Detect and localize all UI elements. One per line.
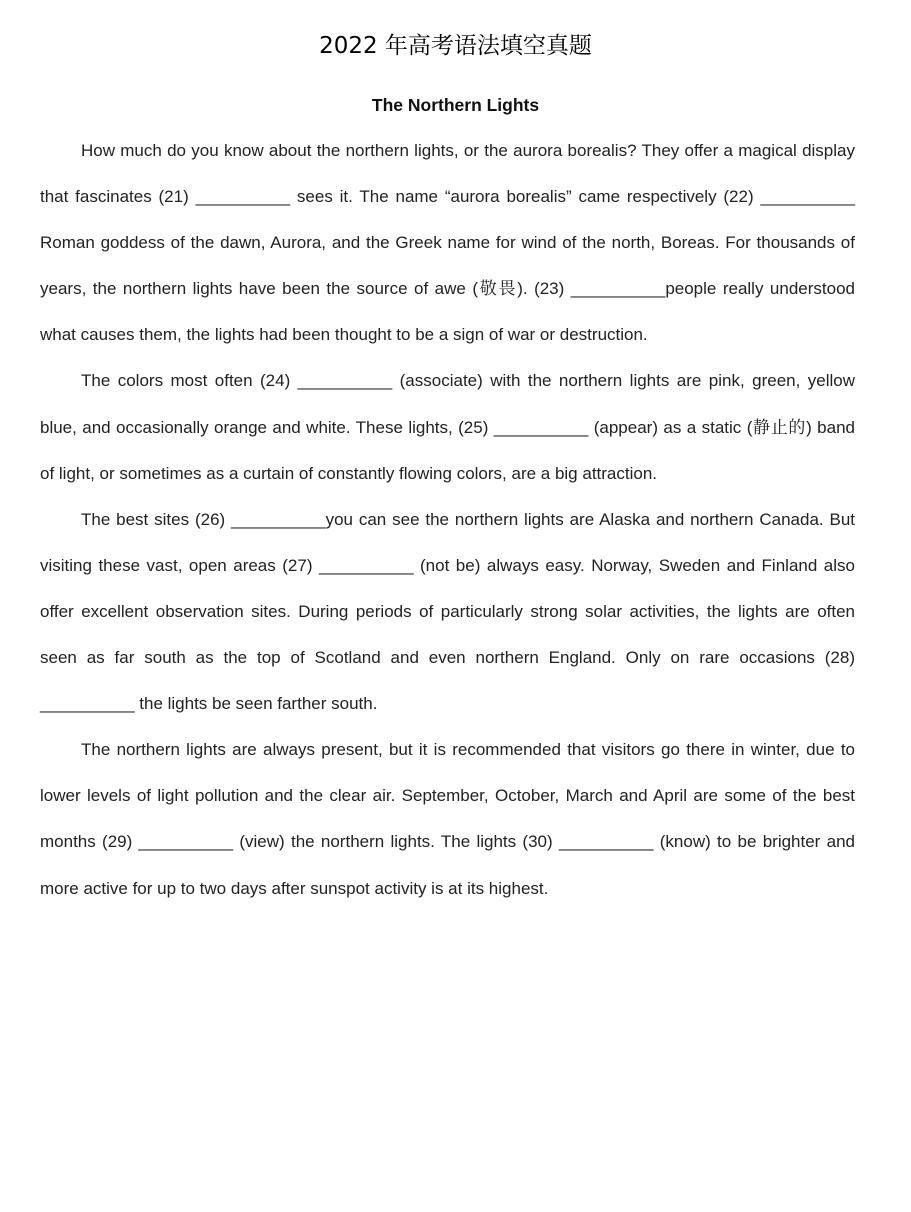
paragraph-3: The best sites (26) __________you can see the northern lights are Alaska and northern Canada. But visiting these vast, open areas (27) __________ (not be) always easy. Norway, Sweden and Finland also offer excellent observation sites. During periods of particularly strong solar activities, the lights are often seen as far south as the top of Scotland and even northern England. Only on rare occasions (28) __________ the lights be seen farther south. (40, 509, 855, 714)
passage-body (40, 128, 855, 912)
paragraph-4: The northern lights are always present, but it is recommended that visitors go there in winter, due to lower levels of light pollution and the clear air. September, October, March and April are some of the best months (29) __________ (view) the northern lights. The lights (30) __________ (know) to be brighter and more active for up to two days after sunspot activity is at its highest. (40, 740, 855, 898)
paragraph-1: How much do you know about the northern lights, or the aurora borealis? They offer a magical display that fascinates (21) __________ sees it. The name “aurora borealis” came respectively (22) __________ Roman goddess of the dawn, Aurora, and the Greek name for wind of the north, Boreas. For thousands of years, the northern lights have been the source of awe (敬畏). (23) __________people really understood what causes them, the lights had been thought to be a sign of war or destruction. (40, 141, 855, 345)
document-title: 2022 年高考语法填空真题 (319, 33, 592, 59)
passage-title: The Northern Lights (371, 95, 540, 115)
paragraph-2: The colors most often (24) __________ (associate) with the northern lights are pink, green, yellow blue, and occasionally orange and white. These lights, (25) __________ (appear) as a static (静止的) band of light, or sometimes as a curtain of constantly flowing colors, are a big attraction. (40, 371, 855, 483)
